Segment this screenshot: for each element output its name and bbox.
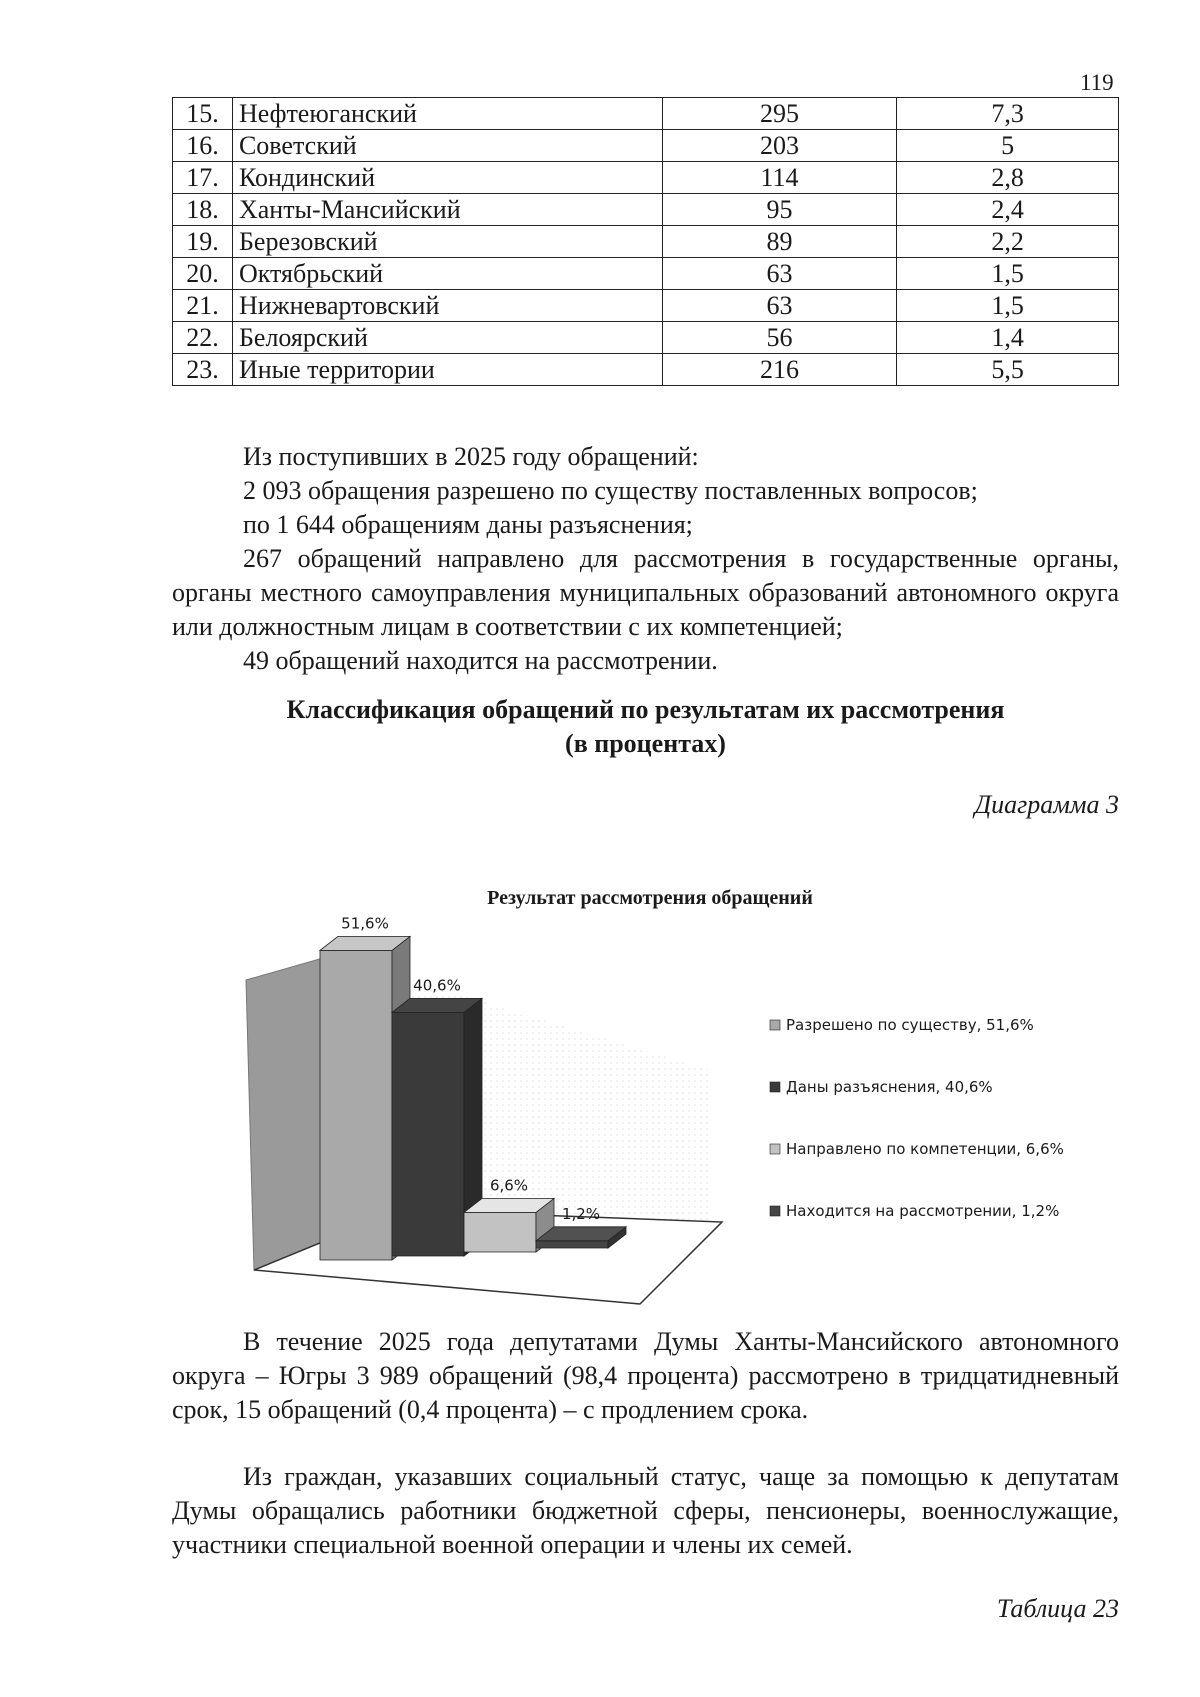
table-row — [173, 354, 1119, 386]
section-title-line: Классификация обращений по результатам их рассмотрения — [286, 695, 1005, 724]
chart-bar-front — [464, 1212, 536, 1252]
legend-item: Находится на рассмотрении, 1,2% — [786, 1202, 1060, 1220]
row-count: 114 — [662, 162, 897, 194]
chart-title: Результат рассмотрения обращений — [487, 887, 813, 909]
row-percent: 2,4 — [897, 194, 1119, 226]
results-line-pending: 49 обращений находится на рассмотрении. — [243, 646, 718, 675]
row-region: Кондинский — [232, 162, 662, 194]
chart-data-label: 51,6% — [341, 914, 389, 933]
legend-item: Даны разъяснения, 40,6% — [786, 1078, 993, 1096]
legend-swatch — [770, 1082, 780, 1092]
results-line-forwarded: 267 обращений направлено для рассмотрения в государственные органы, органы местного самоуправления муниципальных образований автономного округа или должностным лицам в соответствии с их компетенцией; — [172, 544, 1119, 641]
table-row — [173, 194, 1119, 226]
legend-swatch — [770, 1144, 780, 1154]
table-row — [173, 322, 1119, 354]
row-percent: 1,5 — [897, 258, 1119, 290]
row-percent: 2,2 — [897, 226, 1119, 258]
row-region: Иные территории — [232, 354, 662, 386]
row-number: 22. — [173, 322, 233, 354]
chart-bar — [536, 1227, 626, 1248]
row-region: Советский — [232, 130, 662, 162]
row-region: Ханты-Мансийский — [232, 194, 662, 226]
chart-data-label: 40,6% — [413, 976, 461, 995]
table-row — [173, 162, 1119, 194]
row-region: Нижневартовский — [232, 290, 662, 322]
row-region: Октябрьский — [232, 258, 662, 290]
results-intro: Из поступивших в 2025 году обращений: — [243, 442, 699, 471]
row-number: 16. — [173, 130, 233, 162]
diagram-label: Диаграмма 3 — [974, 790, 1119, 819]
chart-bar-front — [536, 1241, 608, 1248]
row-number: 15. — [173, 98, 233, 130]
chart-data-label: 6,6% — [489, 1176, 529, 1195]
row-number: 18. — [173, 194, 233, 226]
table-row — [173, 226, 1119, 258]
table-row — [173, 130, 1119, 162]
deadline-paragraph: В течение 2025 года депутатами Думы Ханты-Мансийского автономного округа – Югры 3 989 обращений (98,4 процента) рассмотрено в тридцатидневный срок, 15 обращений (0,4 процента) – с продлением срока. — [172, 1327, 1119, 1424]
legend-swatch — [770, 1206, 780, 1216]
row-count: 216 — [662, 354, 897, 386]
chart-data-label: 1,2% — [561, 1204, 601, 1223]
legend-item: Разрешено по существу, 51,6% — [786, 1016, 1034, 1034]
row-count: 203 — [662, 130, 897, 162]
regions-table — [172, 97, 1119, 386]
row-count: 295 — [662, 98, 897, 130]
chart-back-wall — [246, 956, 330, 1270]
row-count: 95 — [662, 194, 897, 226]
page-number: 119 — [1080, 70, 1114, 95]
row-percent: 1,4 — [897, 322, 1119, 354]
section-title — [172, 693, 1119, 761]
section-title-line: (в процентах) — [565, 729, 726, 758]
chart-bar-front — [392, 1012, 464, 1256]
row-region: Белоярский — [232, 322, 662, 354]
row-percent: 7,3 — [897, 98, 1119, 130]
row-percent: 5,5 — [897, 354, 1119, 386]
row-region: Нефтеюганский — [232, 98, 662, 130]
social-status-paragraph: Из граждан, указавших социальный статус, чаще за помощью к депутатам Думы обращались работники бюджетной сферы, пенсионеры, военнослужащие, участники специальной военной операции и члены их семей. — [172, 1462, 1119, 1559]
row-percent: 5 — [897, 130, 1119, 162]
row-region: Березовский — [232, 226, 662, 258]
results-bar-chart — [230, 880, 1110, 1320]
row-number: 19. — [173, 226, 233, 258]
results-line-explained: по 1 644 обращениям даны разъяснения; — [243, 510, 693, 539]
row-number: 21. — [173, 290, 233, 322]
row-number: 17. — [173, 162, 233, 194]
table-row — [173, 258, 1119, 290]
row-count: 89 — [662, 226, 897, 258]
row-percent: 2,8 — [897, 162, 1119, 194]
chart-legend — [770, 1016, 1064, 1220]
results-line-resolved: 2 093 обращения разрешено по существу поставленных вопросов; — [243, 476, 978, 505]
table-row — [173, 290, 1119, 322]
table-row — [173, 98, 1119, 130]
row-count: 63 — [662, 290, 897, 322]
chart-bar-front — [320, 950, 392, 1260]
row-number: 23. — [173, 354, 233, 386]
legend-item: Направлено по компетенции, 6,6% — [786, 1140, 1064, 1158]
row-number: 20. — [173, 258, 233, 290]
table-label: Таблица 23 — [996, 1594, 1119, 1623]
legend-swatch — [770, 1020, 780, 1030]
row-count: 63 — [662, 258, 897, 290]
row-percent: 1,5 — [897, 290, 1119, 322]
row-count: 56 — [662, 322, 897, 354]
